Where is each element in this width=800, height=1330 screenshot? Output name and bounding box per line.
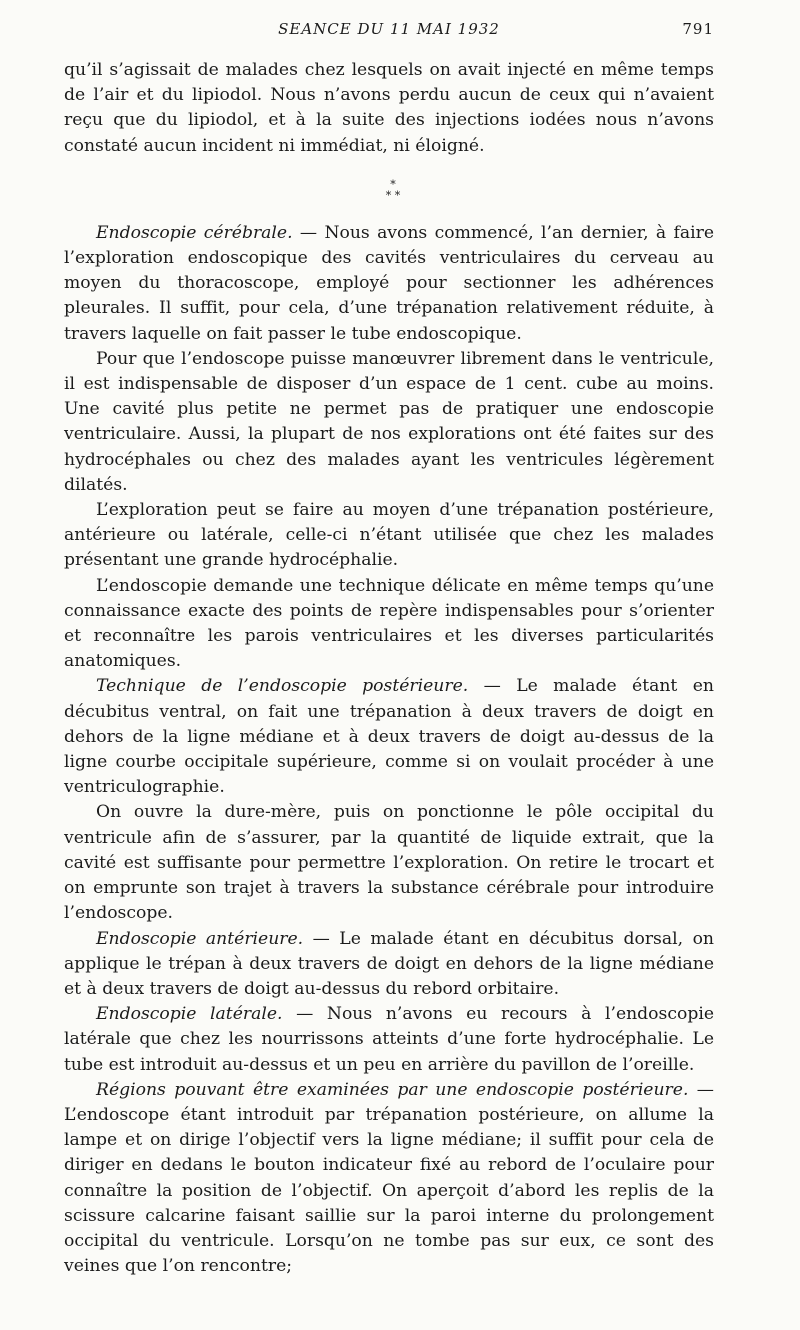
paragraph-endoscopie-laterale <box>64 1002 714 1078</box>
section-heading-technique-posterieure: Technique de l’endoscopie postérieure. <box>96 676 469 697</box>
running-title: SEANCE DU 11 MAI 1932 <box>278 20 500 38</box>
paragraph-dure-mere: On ouvre la dure-mère, puis on ponctionne le pôle occipital du ventricule afin de s’assurer, par la quantité de liquide extrait, que la cavité est suffisante pour permettre l’exploration. On retire le trocart et on emprunte son trajet à travers la substance cérébrale pour introduire l’endoscope. <box>64 802 714 924</box>
paragraph-text: — L’endoscope étant introduit par trépanation postérieure, on allume la lampe et on dirige l’objectif vers la ligne médiane; il suffit pour cela de diriger en dedans le bouton indicateur fixé au rebord de l’oculaire pour connaître la position de l’objectif. On aperçoit d’abord les replis de la scissure calcarine faisant saillie sur la paroi interne du prolongement occipital du ventricule. Lorsqu’on ne tombe pas sur eux, ce sont des veines que l’on rencontre; <box>64 1079 714 1277</box>
paragraph-text: — Le malade étant en décubitus dorsal, on applique le trépan à deux travers de doigt en dehors de la ligne médiane et à deux travers de doigt au-dessus du rebord orbitaire. <box>64 928 714 999</box>
asterism-separator <box>64 179 714 201</box>
paragraph-trepanation-types: L’exploration peut se faire au moyen d’une trépanation postérieure, antérieure ou latérale, celle-ci n’étant utilisée que chez les malades présentant une grande hydrocéphalie. <box>64 500 714 571</box>
section-heading-endoscopie-laterale: Endoscopie latérale. <box>96 1004 283 1025</box>
page-number: 791 <box>682 20 714 38</box>
paragraph-regions-examinees <box>64 1078 714 1280</box>
body-text <box>64 58 714 1279</box>
asterism-top: * <box>390 177 396 191</box>
paragraph-lipiodol-conclusion: qu’il s’agissait de malades chez lesquels on avait injecté en même temps de l’air et du lipiodol. Nous n’avons perdu aucun de ceux qui n’avaient reçu que du lipiodol, et à la suite des injections iodées nous n’avons constaté aucun incident ni immédiat, ni éloigné. <box>64 60 714 156</box>
paragraph-endoscopie-anterieure <box>64 927 714 1003</box>
paragraph-technique-delicate: L’endoscopie demande une technique délicate en même temps qu’une connaissance exacte des points de repère indispensables pour s’orienter et reconnaître les parois ventriculaires et les diverses particularités anatomiques. <box>64 575 714 672</box>
document-page <box>64 18 714 1279</box>
paragraph-technique-posterieure <box>64 674 714 800</box>
paragraph-text: — Nous avons commencé, l’an dernier, à faire l’exploration endoscopique des cavités ventriculaires du cerveau au moyen du thoracoscope, employé pour sectionner les adhérences pleurales. Il suffit, pour cela, d’une trépanation relativement réduite, à travers laquelle on fait passer le tube endoscopique. <box>64 222 714 344</box>
asterism-bottom: * * <box>385 188 401 202</box>
section-heading-endoscopie-anterieure: Endoscopie antérieure. <box>96 928 304 949</box>
paragraph-text: — Nous n’avons eu recours à l’endoscopie latérale que chez les nourrissons atteints d’une forte hydrocéphalie. Le tube est introduit au-dessus et un peu en arrière du pavillon de l’oreille. <box>64 1004 714 1075</box>
paragraph-espace-ventricule: Pour que l’endoscope puisse manœuvrer librement dans le ventricule, il est indispensable de disposer d’un espace de 1 cent. cube au moins. Une cavité plus petite ne permet pas de pratiquer une endoscopie ventriculaire. Aussi, la plupart de nos explorations ont été faites sur des hydrocéphales ou chez des malades ayant les ventricules légèrement dilatés. <box>64 348 714 495</box>
paragraph-endoscopie-cerebrale <box>64 221 714 347</box>
section-heading-endoscopie-cerebrale: Endoscopie cérébrale. <box>96 222 293 243</box>
section-heading-regions-examinees: Régions pouvant être examinées par une endoscopie postérieure. <box>96 1079 689 1100</box>
paragraph-text: — Le malade étant en décubitus ventral, on fait une trépanation à deux travers de doigt en dehors de la ligne médiane et à deux travers de doigt au-dessus de la ligne courbe occipitale supérieure, comme si on voulait procéder à une ventriculographie. <box>64 676 714 798</box>
page-header <box>64 18 714 48</box>
